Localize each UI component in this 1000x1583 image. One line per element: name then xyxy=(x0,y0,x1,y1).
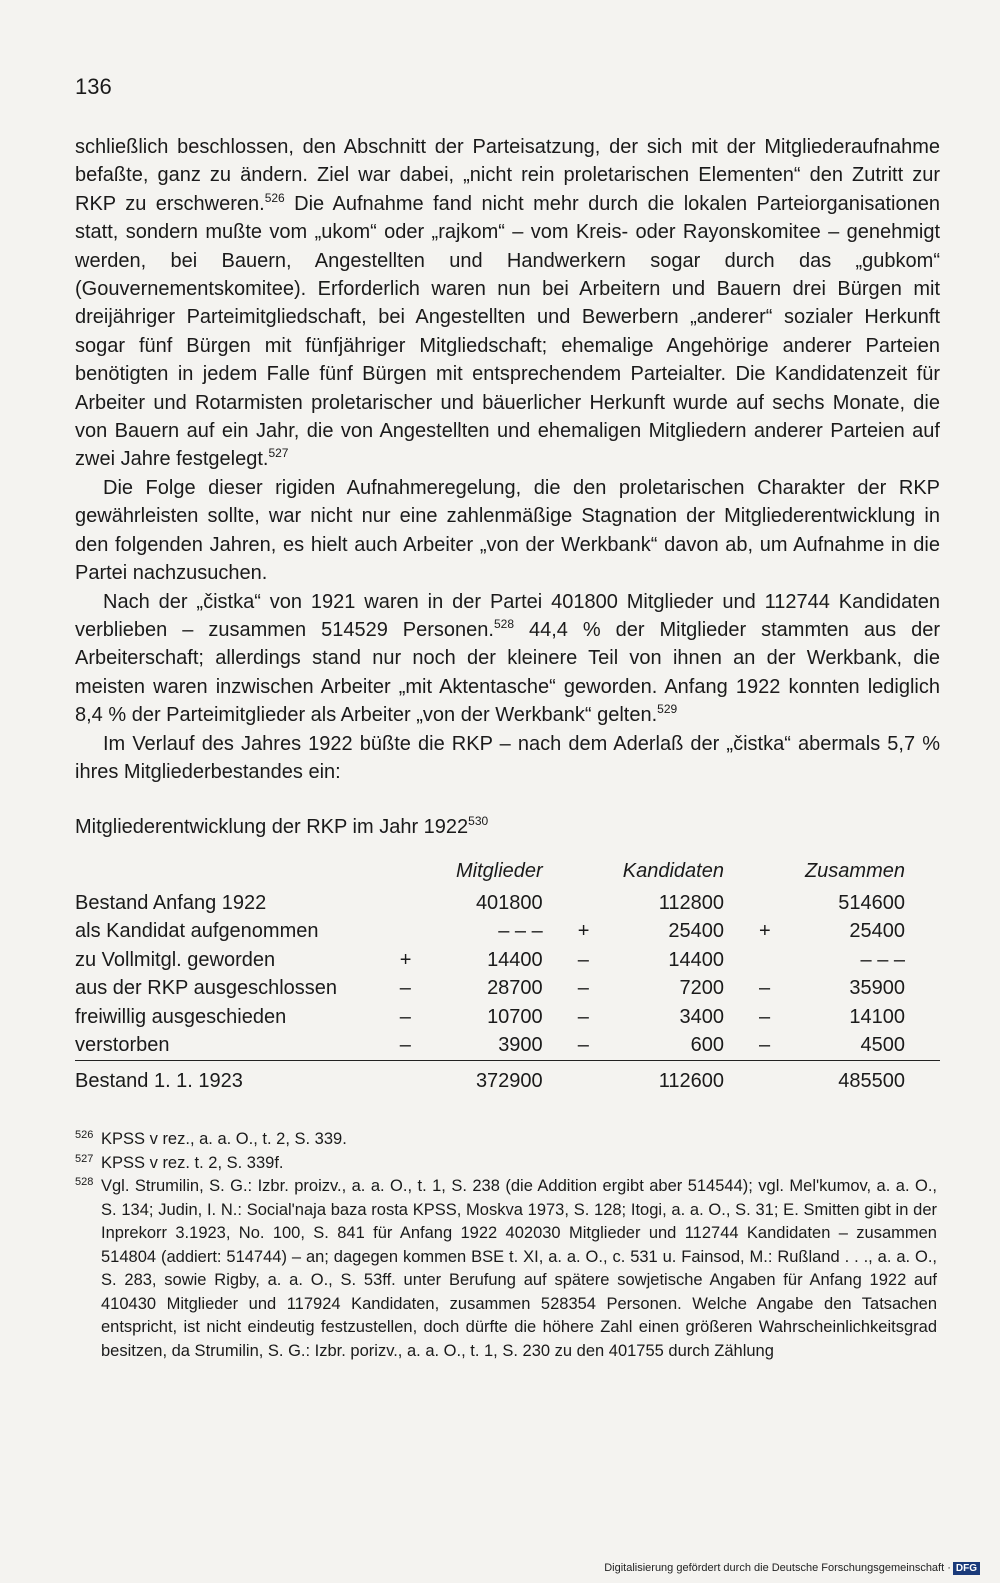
table-row xyxy=(75,1003,940,1032)
table-cell xyxy=(578,1003,759,1032)
cell-value: 112800 xyxy=(658,891,724,914)
cell-value: 3400 xyxy=(679,1005,724,1028)
page-number: 136 xyxy=(75,74,112,99)
row-label: freiwillig ausgeschieden xyxy=(75,1005,287,1028)
cell-sign: – xyxy=(399,977,411,1000)
row-label: aus der RKP ausgeschlossen xyxy=(75,977,338,1000)
table-cell xyxy=(759,918,940,947)
cell-value: 3900 xyxy=(498,1034,543,1057)
row-label: verstorben xyxy=(75,1034,170,1057)
cell-value: 25400 xyxy=(668,920,724,943)
cell-value: 28700 xyxy=(487,977,543,1000)
table-cell xyxy=(759,889,940,918)
footnotes xyxy=(75,1128,937,1363)
table-header: Zusammen xyxy=(804,859,905,882)
dfg-logo: DFG xyxy=(953,1562,980,1575)
cell-sign: – xyxy=(399,1034,411,1057)
row-label: Bestand 1. 1. 1923 xyxy=(75,1061,400,1096)
cell-value: 10700 xyxy=(487,1005,543,1028)
cell-value: 372900 xyxy=(475,1069,543,1092)
cell-sign: – xyxy=(577,948,589,971)
cell-sign: – xyxy=(577,1005,589,1028)
membership-table xyxy=(75,857,940,1096)
cell-sign: – xyxy=(758,1034,771,1057)
cell-value: – – – xyxy=(860,948,905,971)
cell-value: 4500 xyxy=(860,1034,905,1057)
footnote-ref[interactable]: 528 xyxy=(493,616,515,631)
cell-sign: – xyxy=(758,977,771,1000)
table-cell xyxy=(578,1061,759,1096)
table-header xyxy=(75,857,400,889)
table-row xyxy=(75,889,940,918)
cell-value: 14400 xyxy=(487,948,543,971)
cell-value: 25400 xyxy=(849,920,905,943)
cell-value: 7200 xyxy=(679,977,724,1000)
table-caption: Mitgliederentwicklung der RKP im Jahr 1922$^{530}$ xyxy=(75,814,489,838)
body-text xyxy=(75,133,940,786)
table-cell xyxy=(400,946,578,975)
table-header: Kandidaten xyxy=(622,859,724,882)
table-cell xyxy=(578,918,759,947)
row-label: als Kandidat aufgenommen xyxy=(75,920,319,943)
footnote-ref[interactable]: 527 xyxy=(268,446,289,461)
table-cell xyxy=(578,889,759,918)
cell-value: – – – xyxy=(498,920,543,943)
table-cell xyxy=(759,1061,940,1096)
table-row xyxy=(75,918,940,947)
table-cell xyxy=(759,1032,940,1061)
footnote-text: Vgl. Strumilin, S. G.: Izbr. proizv., a. a. O., t. 1, S. 238 (die Addition ergibt aber 514544); vgl. Mel'kumov, a. a. O., S. 134; Judin, I. N.: Social'naja baza rosta KPSS, Moskva 1973, S. 128; Itogi, a. a. O., S. 31; E. Smitten gibt in der Inprekorr 3.1923, No. 100, S. 841 für Anfang 1922 402030 Mitglieder und 112744 Kandidaten – zusammen 514804 (addiert: 514744) – an; dagegen kommen BSE t. XI, a. a. O., c. 531 u. Fainsod, M.: Rußland . . ., a. a. O., S. 283, sowie Rigby, a. a. O., S. 53ff. unter Berufung auf spätere sowjetische Angaben für Anfang 1922 auf 410430 Mitglieder und 117924 Kandidaten, zusammen 528354 Personen. Welche Angabe den Tatsachen entspricht, ist nicht eindeutig festzustellen, doch dürfte die höhere Zahl einen größeren Wahrscheinlichkeitsgrad besitzen, da Strumilin, S. G.: Izbr. porizv., a. a. O., t. 1, S. 230 zu den 401755 durch Zählung xyxy=(101,1177,937,1360)
footnote-mark: 528 xyxy=(75,1176,94,1188)
table-cell xyxy=(578,946,759,975)
cell-sign: – xyxy=(577,1034,589,1057)
table-cell xyxy=(578,975,759,1004)
table-row xyxy=(75,975,940,1004)
table-cell xyxy=(400,1032,578,1061)
paragraph: Im Verlauf des Jahres 1922 büßte die RKP – nach dem Aderlaß der „čistka“ abermals 5,7 % ihres Mitgliederbestandes ein: xyxy=(75,732,940,783)
footnote-text: KPSS v rez., a. a. O., t. 2, S. 339. xyxy=(101,1130,347,1148)
cell-sign: – xyxy=(577,977,589,1000)
cell-value: 14100 xyxy=(849,1005,905,1028)
footnote-text: KPSS v rez. t. 2, S. 339f. xyxy=(101,1153,284,1172)
table-row xyxy=(75,1032,940,1061)
cell-sign: + xyxy=(758,920,771,943)
cell-value: 514600 xyxy=(838,891,905,914)
table-total-row xyxy=(75,1061,940,1096)
table-cell xyxy=(400,1061,578,1096)
cell-sign: + xyxy=(577,920,590,943)
footnote-mark: 526 xyxy=(75,1129,94,1141)
footnote-ref[interactable]: 529 xyxy=(657,702,678,717)
table-cell xyxy=(759,975,940,1004)
table-cell xyxy=(759,946,940,975)
paragraph: schließlich beschlossen, den Abschnitt der Parteisatzung, der sich mit der Mitgliederaufnahme befaßte, ganz zu ändern. Ziel war dabei, „nicht rein proletarischen Elementen“ den Zutritt zur RKP zu erschweren.$^{526}$ Die Aufnahme fand nicht mehr durch die lokalen Parteiorganisationen statt, sondern mußte vom „ukom“ oder „rajkom“ – vom Kreis- oder Rayonskomitee – genehmigt werden, bei Bauern, Angestellten und Handwerkern sogar durch das „gubkom“ (Gouvernementskomitee). Erforderlich waren nun bei Arbeitern und Bauern drei Bürgen mit dreijähriger Parteimitgliedschaft, bei Angestellten und Bewerbern „anderer“ sozialer Herkunft sogar fünf Bürgen mit fünfjähriger Mitgliedschaft; ehemalige Angehörige anderer Parteien benötigten in jedem Falle fünf Bürgen mit entsprechendem Parteialter. Die Kandidatenzeit für Arbeiter und Rotarmisten proletarischer und bäuerlicher Herkunft wurde auf sechs Monate, die von Bauern auf ein Jahr, die von Angestellten und ehemaligen Mitgliedern anderer Parteien auf zwei Jahre festgelegt.$^{527}$ xyxy=(75,136,940,471)
footnote xyxy=(75,1128,937,1152)
cell-sign: – xyxy=(758,1005,771,1028)
cell-value: 485500 xyxy=(838,1069,905,1092)
table-cell xyxy=(400,975,578,1004)
table-row xyxy=(75,946,940,975)
cell-value: 600 xyxy=(690,1034,724,1057)
cell-value: 14400 xyxy=(668,948,724,971)
table-header-row xyxy=(75,857,940,889)
table-cell xyxy=(759,1003,940,1032)
table-cell xyxy=(400,889,578,918)
paragraph: Nach der „čistka“ von 1921 waren in der Partei 401800 Mitglieder und 112744 Kandidaten verblieben – zusammen 514529 Personen.$^{528}$ 44,4 % der Mitglieder stammten aus der Arbeiterschaft; allerdings stand nur noch der kleinere Teil von ihnen an der Werkbank, die meisten waren inzwischen Arbeiter „mit Aktentasche“ geworden. Anfang 1922 konnten lediglich 8,4 % der Parteimitglieder als Arbeiter „von der Werkbank“ gelten.$^{529}$ xyxy=(75,590,941,727)
row-label: Bestand Anfang 1922 xyxy=(75,891,267,914)
row-label: zu Vollmitgl. geworden xyxy=(75,948,276,971)
cell-value: 401800 xyxy=(475,891,543,914)
cell-sign: – xyxy=(399,1005,411,1028)
footnote-ref[interactable]: 526 xyxy=(264,190,285,205)
table-cell xyxy=(400,1003,578,1032)
digitization-credit: Digitalisierung gefördert durch die Deutsche Forschungsgemeinschaft · DFG xyxy=(604,1562,980,1575)
cell-value: 112600 xyxy=(658,1069,724,1092)
table-cell xyxy=(578,1032,759,1061)
footnote-mark: 527 xyxy=(75,1152,94,1165)
cell-sign: + xyxy=(399,948,412,971)
cell-value: 35900 xyxy=(849,977,905,1000)
footnote-ref[interactable]: 530 xyxy=(468,814,489,828)
paragraph: Die Folge dieser rigiden Aufnahmeregelung, die den proletarischen Charakter der RKP gewährleisten sollte, war nicht nur eine zahlenmäßige Stagnation der Mitgliederentwicklung in den folgenden Jahren, es hielt auch Arbeiter „von der Werkbank“ davon ab, um Aufnahme in die Partei nachzusuchen. xyxy=(75,476,940,585)
footnote xyxy=(75,1152,937,1176)
table-cell xyxy=(400,918,578,947)
table-header: Mitglieder xyxy=(455,859,543,882)
footnote xyxy=(75,1175,937,1363)
